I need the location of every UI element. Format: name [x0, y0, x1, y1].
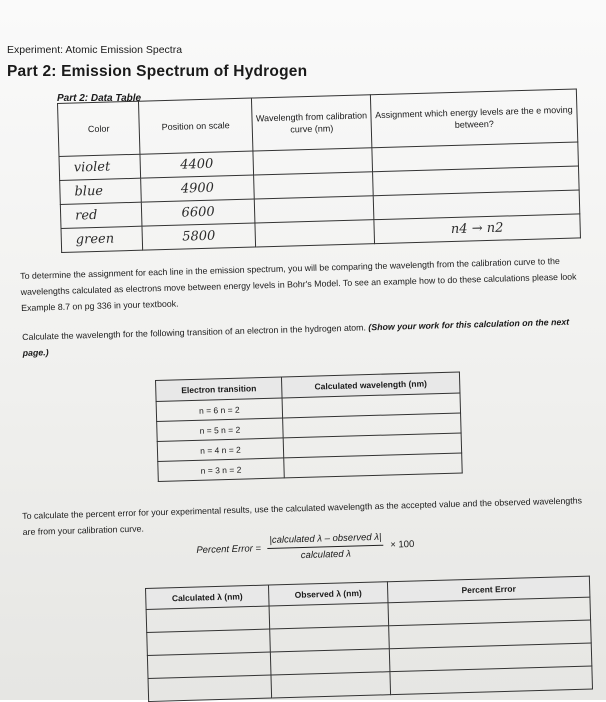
percent-error-cell[interactable]	[390, 666, 593, 695]
experiment-title: Experiment: Atomic Emission Spectra	[7, 44, 183, 56]
observed-lambda-cell[interactable]	[270, 649, 390, 675]
transition-cell: n = 6 n = 2	[156, 398, 283, 422]
header-observed-lambda: Observed λ (nm)	[268, 582, 388, 606]
calculated-lambda-cell[interactable]	[146, 606, 270, 632]
position-cell[interactable]: 6600	[141, 199, 255, 226]
formula-multiplier: × 100	[390, 538, 415, 551]
calculated-lambda-cell[interactable]	[147, 652, 271, 678]
transition-cell: n = 4 n = 2	[157, 438, 284, 462]
formula-fraction	[267, 532, 384, 562]
header-electron-transition: Electron transition	[156, 377, 283, 402]
percent-error-table	[145, 576, 593, 702]
header-assignment: Assignment which energy levels are the e moving between?	[370, 89, 577, 148]
wavelength-cell[interactable]	[255, 220, 375, 247]
header-calculated-lambda: Calculated λ (nm)	[146, 585, 270, 609]
header-percent-error: Percent Error	[387, 576, 590, 603]
wavelength-cell[interactable]	[254, 196, 374, 223]
position-cell[interactable]: 4900	[141, 175, 255, 202]
observed-lambda-cell[interactable]	[270, 626, 390, 652]
calculated-lambda-cell[interactable]	[148, 675, 272, 701]
header-position: Position on scale	[138, 98, 252, 154]
instructions-calculate	[22, 313, 583, 361]
position-cell[interactable]: 5800	[142, 223, 256, 250]
color-cell[interactable]: violet	[59, 154, 141, 180]
transition-table	[155, 371, 463, 481]
part-title: Part 2: Emission Spectrum of Hydrogen	[7, 63, 308, 80]
header-wavelength: Wavelength from calibration curve (nm)	[251, 95, 371, 151]
observed-lambda-cell[interactable]	[269, 603, 389, 629]
transition-cell: n = 3 n = 2	[158, 458, 285, 482]
formula-denominator: calculated λ	[300, 548, 352, 562]
assignment-cell[interactable]: n4 → n2	[374, 214, 581, 244]
observed-lambda-cell[interactable]	[271, 672, 391, 698]
instructions-calculate-text: Calculate the wavelength for the following transition of an electron in the hydrogen atom.	[22, 322, 367, 342]
color-cell[interactable]: blue	[60, 178, 142, 204]
wavelength-cell[interactable]	[254, 172, 374, 199]
formula-label: Percent Error =	[196, 543, 262, 556]
data-table-title: Part 2: Data Table	[57, 93, 142, 104]
percent-error-formula	[196, 531, 415, 564]
instructions-calculate-note: (Show your work for this calculation on the next page.)	[22, 316, 570, 358]
calculated-lambda-cell[interactable]	[147, 629, 271, 655]
formula-numerator: |calculated λ – observed λ|	[267, 532, 383, 549]
wavelength-cell[interactable]	[253, 148, 373, 175]
position-cell[interactable]: 4400	[140, 151, 254, 178]
color-cell[interactable]: red	[60, 202, 142, 228]
header-calculated-wavelength: Calculated wavelength (nm)	[281, 372, 460, 398]
instructions-assignment: To determine the assignment for each line in the emission spectrum, you will be comparing the wavelength from the calibration curve to the wavelengths calculated as electrons move between energy levels in Bohr's Model. To see an example how to do these calculations please look Example 8.7 on pg 336 in your textbook.	[20, 255, 577, 313]
transition-cell: n = 5 n = 2	[157, 418, 284, 442]
header-color: Color	[58, 101, 140, 156]
instructions-percent-error: To calculate the percent error for your experimental results, use the calculated wavelength as the accepted value and the observed wavelengths are from your calibration curve.	[22, 495, 583, 537]
calculated-wavelength-cell[interactable]	[284, 453, 462, 478]
data-table	[57, 88, 581, 252]
color-cell[interactable]: green	[61, 226, 143, 252]
